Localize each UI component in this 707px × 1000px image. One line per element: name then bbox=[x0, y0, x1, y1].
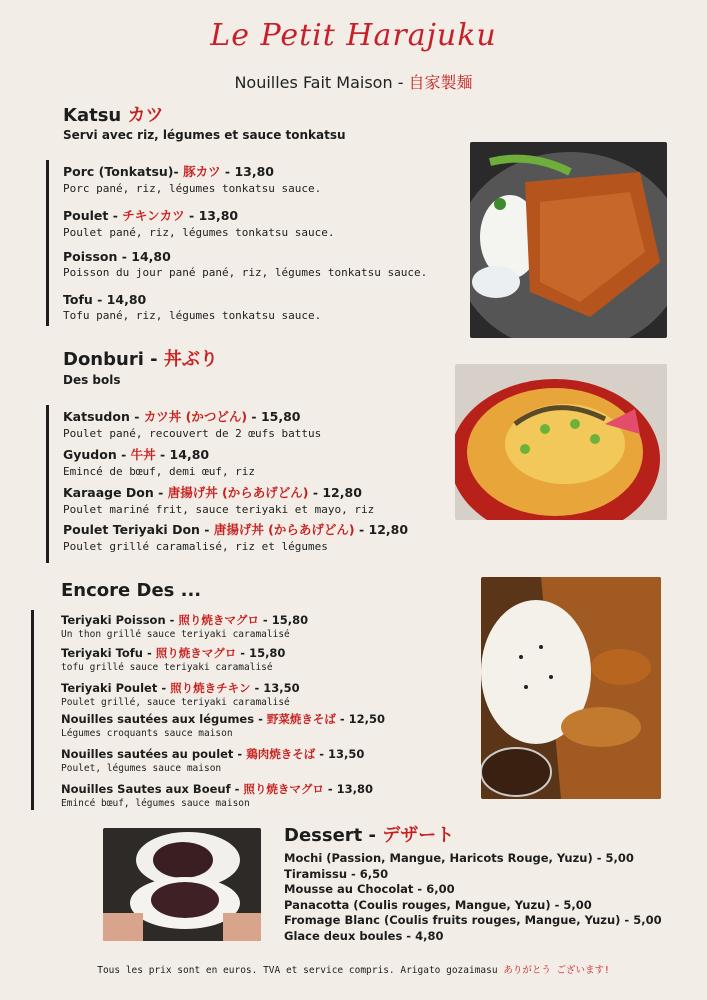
encore-title: Encore Des ... bbox=[61, 580, 202, 601]
menu-item: Teriyaki Poulet - 照り焼きチキン - 13,50 Poulet grillé, sauce teriyaki caramalisé bbox=[61, 681, 300, 708]
katsu-subtitle: Servi avec riz, légumes et sauce tonkatsu bbox=[63, 128, 346, 142]
restaurant-logo: Le Petit Harajuku bbox=[210, 18, 497, 53]
dessert-item: Mousse au Chocolat - 6,00 bbox=[284, 882, 455, 896]
dessert-photo bbox=[103, 828, 261, 941]
menu-item: Poulet - チキンカツ - 13,80 Poulet pané, riz, légumes tonkatsu sauce. bbox=[63, 208, 335, 239]
subtitle-jp: 自家製麺 bbox=[408, 73, 473, 92]
menu-item: Tofu - 14,80 Tofu pané, riz, légumes tonkatsu sauce. bbox=[63, 292, 322, 322]
dessert-title: Dessert - デザート bbox=[284, 825, 455, 846]
encore-divider bbox=[31, 610, 34, 810]
donburi-photo bbox=[455, 364, 667, 520]
donburi-title: Donburi - 丼ぶり bbox=[63, 349, 218, 370]
donburi-subtitle: Des bols bbox=[63, 373, 121, 387]
donburi-divider bbox=[46, 405, 49, 563]
menu-item: Nouilles sautées au poulet - 鶏肉焼きそば - 13,50 Poulet, légumes sauce maison bbox=[61, 747, 365, 774]
menu-item: Katsudon - カツ丼 (かつどん) - 15,80 Poulet pané, recouvert de 2 œufs battus bbox=[63, 409, 322, 440]
dessert-item: Fromage Blanc (Coulis fruits rouges, Mangue, Yuzu) - 5,00 bbox=[284, 913, 662, 927]
subtitle-fr: Nouilles Fait Maison - bbox=[234, 73, 409, 92]
dessert-list bbox=[284, 851, 674, 944]
menu-item: Poulet Teriyaki Don - 唐揚げ丼 (からあげどん) - 12,80 Poulet grillé caramalisé, riz et légumes bbox=[63, 522, 409, 553]
menu-item: Teriyaki Tofu - 照り焼きマグロ - 15,80 tofu grillé sauce teriyaki caramalisé bbox=[61, 646, 286, 673]
menu-item: Teriyaki Poisson - 照り焼きマグロ - 15,80 Un thon grillé sauce teriyaki caramalisé bbox=[61, 613, 309, 640]
dessert-item: Mochi (Passion, Mangue, Haricots Rouge, Yuzu) - 5,00 bbox=[284, 851, 634, 865]
katsu-photo bbox=[470, 142, 667, 338]
dessert-item: Tiramissu - 6,50 bbox=[284, 866, 389, 881]
katsu-title: Katsu カツ bbox=[63, 105, 164, 126]
katsu-divider bbox=[46, 160, 49, 326]
menu-item: Karaage Don - 唐揚げ丼 (からあげどん) - 12,80 Poulet mariné frit, sauce teriyaki et mayo, riz bbox=[63, 485, 375, 516]
dessert-item: Panacotta (Coulis rouges, Mangue, Yuzu) - 5,00 bbox=[284, 897, 592, 912]
menu-item: Nouilles Sautes aux Boeuf - 照り焼きマグロ - 13,80 Emincé bœuf, légumes sauce maison bbox=[61, 782, 374, 809]
menu-item: Porc (Tonkatsu)- 豚カツ - 13,80 Porc pané, riz, légumes tonkatsu sauce. bbox=[63, 164, 322, 195]
footer-note: Tous les prix sont en euros. TVA et service compris. Arigato gozaimasu ありがとう ございます! bbox=[97, 965, 610, 976]
menu-item: Nouilles sautées aux légumes - 野菜焼きそば - 12,50 Légumes croquants sauce maison bbox=[61, 712, 386, 739]
restaurant-subtitle bbox=[0, 70, 707, 93]
menu-item: Poisson - 14,80 Poisson du jour pané pané, riz, légumes tonkatsu sauce. bbox=[63, 249, 428, 279]
dessert-item: Glace deux boules - 4,80 bbox=[284, 928, 444, 943]
menu-item: Gyudon - 牛丼 - 14,80 Emincé de bœuf, demi œuf, riz bbox=[63, 447, 256, 478]
encore-photo bbox=[481, 577, 661, 799]
